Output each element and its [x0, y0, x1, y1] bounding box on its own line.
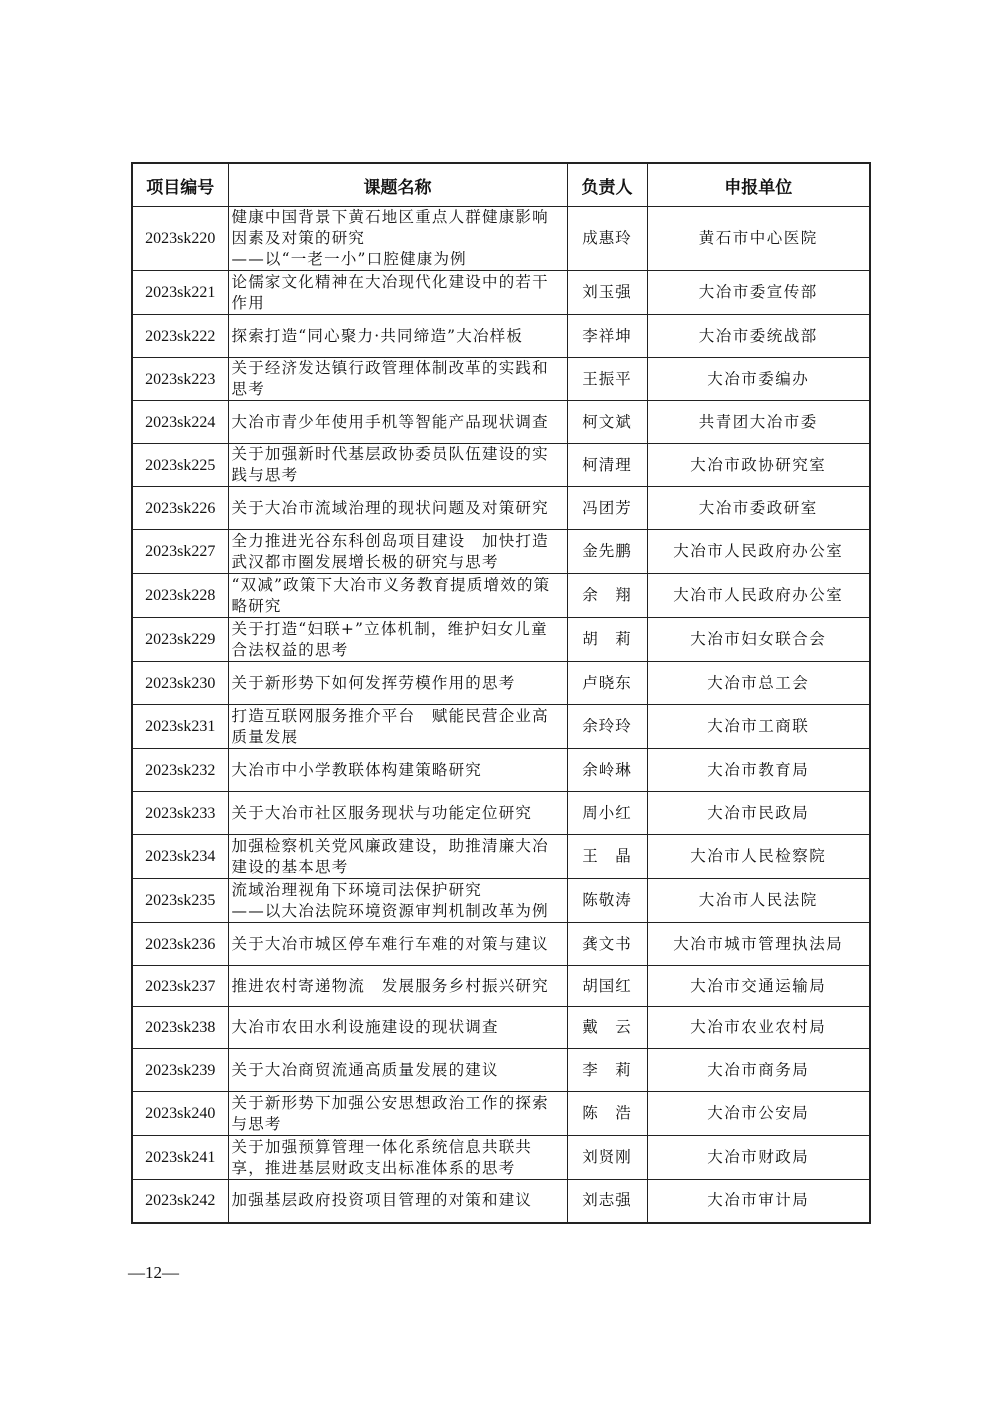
cell-project-code: 2023sk239: [132, 1049, 228, 1092]
cell-applicant-unit: 大冶市民政局: [647, 792, 870, 835]
cell-applicant-unit: 大冶市教育局: [647, 749, 870, 792]
table-row: [132, 401, 870, 444]
table-body: [132, 207, 870, 1223]
cell-applicant-unit: 大冶市商务局: [647, 1049, 870, 1092]
cell-applicant-unit: 大冶市妇女联合会: [647, 618, 870, 662]
cell-project-code: 2023sk242: [132, 1180, 228, 1223]
header-project-code: 项目编号: [132, 163, 228, 207]
cell-applicant-unit: 大冶市人民政府办公室: [647, 530, 870, 574]
cell-responsible-person: 刘贤刚: [567, 1136, 647, 1180]
cell-project-code: 2023sk227: [132, 530, 228, 574]
table-row: [132, 444, 870, 487]
cell-applicant-unit: 大冶市财政局: [647, 1136, 870, 1180]
cell-topic-title: 关于打造“妇联+”立体机制，维护妇女儿童合法权益的思考: [228, 618, 567, 662]
cell-applicant-unit: 黄石市中心医院: [647, 207, 870, 271]
table-row: [132, 574, 870, 618]
cell-topic-title: 全力推进光谷东科创岛项目建设 加快打造武汉都市圈发展增长极的研究与思考: [228, 530, 567, 574]
cell-responsible-person: 陈敬涛: [567, 879, 647, 923]
cell-project-code: 2023sk230: [132, 662, 228, 705]
cell-topic-title: “双减”政策下大冶市义务教育提质增效的策略研究: [228, 574, 567, 618]
cell-responsible-person: 胡 莉: [567, 618, 647, 662]
table-row: [132, 662, 870, 705]
table-row: [132, 530, 870, 574]
cell-topic-title: 论儒家文化精神在大冶现代化建设中的若干作用: [228, 271, 567, 315]
cell-project-code: 2023sk224: [132, 401, 228, 444]
cell-applicant-unit: 大冶市公安局: [647, 1092, 870, 1136]
cell-project-code: 2023sk225: [132, 444, 228, 487]
cell-responsible-person: 李 莉: [567, 1049, 647, 1092]
cell-applicant-unit: 大冶市审计局: [647, 1180, 870, 1223]
table-header-row: [132, 163, 870, 207]
cell-topic-title: 加强基层政府投资项目管理的对策和建议: [228, 1180, 567, 1223]
cell-project-code: 2023sk240: [132, 1092, 228, 1136]
header-applicant-unit: 申报单位: [647, 163, 870, 207]
cell-project-code: 2023sk241: [132, 1136, 228, 1180]
table-row: [132, 618, 870, 662]
table-row: [132, 835, 870, 879]
cell-topic-title: 关于大冶市流域治理的现状问题及对策研究: [228, 487, 567, 530]
cell-applicant-unit: 大冶市委宣传部: [647, 271, 870, 315]
table-row: [132, 792, 870, 835]
table-row: [132, 1049, 870, 1092]
cell-topic-title: 大冶市中小学教联体构建策略研究: [228, 749, 567, 792]
cell-project-code: 2023sk234: [132, 835, 228, 879]
cell-responsible-person: 卢晓东: [567, 662, 647, 705]
cell-project-code: 2023sk232: [132, 749, 228, 792]
table-row: [132, 315, 870, 358]
cell-responsible-person: 李祥坤: [567, 315, 647, 358]
cell-project-code: 2023sk226: [132, 487, 228, 530]
cell-topic-title: 打造互联网服务推介平台 赋能民营企业高质量发展: [228, 705, 567, 749]
cell-applicant-unit: 大冶市总工会: [647, 662, 870, 705]
cell-project-code: 2023sk229: [132, 618, 228, 662]
cell-topic-title: 健康中国背景下黄石地区重点人群健康影响因素及对策的研究 ——以“一老一小”口腔健康为例: [228, 207, 567, 271]
cell-responsible-person: 余岭琳: [567, 749, 647, 792]
cell-responsible-person: 金先鹏: [567, 530, 647, 574]
page-number: —12—: [128, 1263, 179, 1282]
cell-applicant-unit: 大冶市人民检察院: [647, 835, 870, 879]
cell-applicant-unit: 大冶市委政研室: [647, 487, 870, 530]
cell-topic-title: 加强检察机关党风廉政建设，助推清廉大冶建设的基本思考: [228, 835, 567, 879]
cell-project-code: 2023sk223: [132, 358, 228, 401]
cell-topic-title: 流域治理视角下环境司法保护研究 ——以大冶法院环境资源审判机制改革为例: [228, 879, 567, 923]
cell-topic-title: 关于大冶商贸流通高质量发展的建议: [228, 1049, 567, 1092]
project-table: [131, 162, 871, 1224]
cell-topic-title: 关于大冶市社区服务现状与功能定位研究: [228, 792, 567, 835]
table-row: [132, 1092, 870, 1136]
cell-responsible-person: 王 晶: [567, 835, 647, 879]
cell-responsible-person: 柯清理: [567, 444, 647, 487]
cell-topic-title: 关于大冶市城区停车难行车难的对策与建议: [228, 923, 567, 966]
cell-applicant-unit: 大冶市人民政府办公室: [647, 574, 870, 618]
cell-project-code: 2023sk220: [132, 207, 228, 271]
table-row: [132, 705, 870, 749]
table-row: [132, 966, 870, 1007]
project-table-container: [131, 162, 869, 1224]
cell-responsible-person: 陈 浩: [567, 1092, 647, 1136]
cell-project-code: 2023sk228: [132, 574, 228, 618]
cell-topic-title: 探索打造“同心聚力·共同缔造”大冶样板: [228, 315, 567, 358]
cell-responsible-person: 刘玉强: [567, 271, 647, 315]
cell-responsible-person: 胡国红: [567, 966, 647, 1007]
table-row: [132, 207, 870, 271]
cell-applicant-unit: 大冶市委统战部: [647, 315, 870, 358]
cell-responsible-person: 戴 云: [567, 1007, 647, 1049]
cell-responsible-person: 余玲玲: [567, 705, 647, 749]
header-topic-title: 课题名称: [228, 163, 567, 207]
cell-topic-title: 推进农村寄递物流 发展服务乡村振兴研究: [228, 966, 567, 1007]
cell-applicant-unit: 大冶市委编办: [647, 358, 870, 401]
cell-applicant-unit: 大冶市农业农村局: [647, 1007, 870, 1049]
cell-topic-title: 大冶市青少年使用手机等智能产品现状调查: [228, 401, 567, 444]
cell-applicant-unit: 大冶市交通运输局: [647, 966, 870, 1007]
cell-responsible-person: 周小红: [567, 792, 647, 835]
table-row: [132, 879, 870, 923]
table-row: [132, 487, 870, 530]
cell-project-code: 2023sk233: [132, 792, 228, 835]
header-responsible-person: 负责人: [567, 163, 647, 207]
cell-topic-title: 关于经济发达镇行政管理体制改革的实践和思考: [228, 358, 567, 401]
cell-applicant-unit: 大冶市政协研究室: [647, 444, 870, 487]
cell-topic-title: 关于加强预算管理一体化系统信息共联共享，推进基层财政支出标准体系的思考: [228, 1136, 567, 1180]
cell-topic-title: 关于新形势下加强公安思想政治工作的探索与思考: [228, 1092, 567, 1136]
table-row: [132, 1180, 870, 1223]
cell-responsible-person: 龚文书: [567, 923, 647, 966]
cell-topic-title: 大冶市农田水利设施建设的现状调查: [228, 1007, 567, 1049]
cell-responsible-person: 成惠玲: [567, 207, 647, 271]
cell-applicant-unit: 大冶市城市管理执法局: [647, 923, 870, 966]
cell-project-code: 2023sk237: [132, 966, 228, 1007]
table-row: [132, 749, 870, 792]
table-row: [132, 358, 870, 401]
cell-topic-title: 关于加强新时代基层政协委员队伍建设的实践与思考: [228, 444, 567, 487]
cell-applicant-unit: 大冶市人民法院: [647, 879, 870, 923]
cell-project-code: 2023sk221: [132, 271, 228, 315]
cell-responsible-person: 王振平: [567, 358, 647, 401]
table-row: [132, 1136, 870, 1180]
cell-responsible-person: 刘志强: [567, 1180, 647, 1223]
cell-project-code: 2023sk231: [132, 705, 228, 749]
cell-responsible-person: 柯文斌: [567, 401, 647, 444]
table-row: [132, 271, 870, 315]
cell-project-code: 2023sk238: [132, 1007, 228, 1049]
cell-responsible-person: 冯团芳: [567, 487, 647, 530]
cell-responsible-person: 余 翔: [567, 574, 647, 618]
cell-topic-title: 关于新形势下如何发挥劳模作用的思考: [228, 662, 567, 705]
cell-project-code: 2023sk222: [132, 315, 228, 358]
table-row: [132, 1007, 870, 1049]
cell-applicant-unit: 大冶市工商联: [647, 705, 870, 749]
cell-project-code: 2023sk235: [132, 879, 228, 923]
cell-project-code: 2023sk236: [132, 923, 228, 966]
cell-applicant-unit: 共青团大冶市委: [647, 401, 870, 444]
table-row: [132, 923, 870, 966]
